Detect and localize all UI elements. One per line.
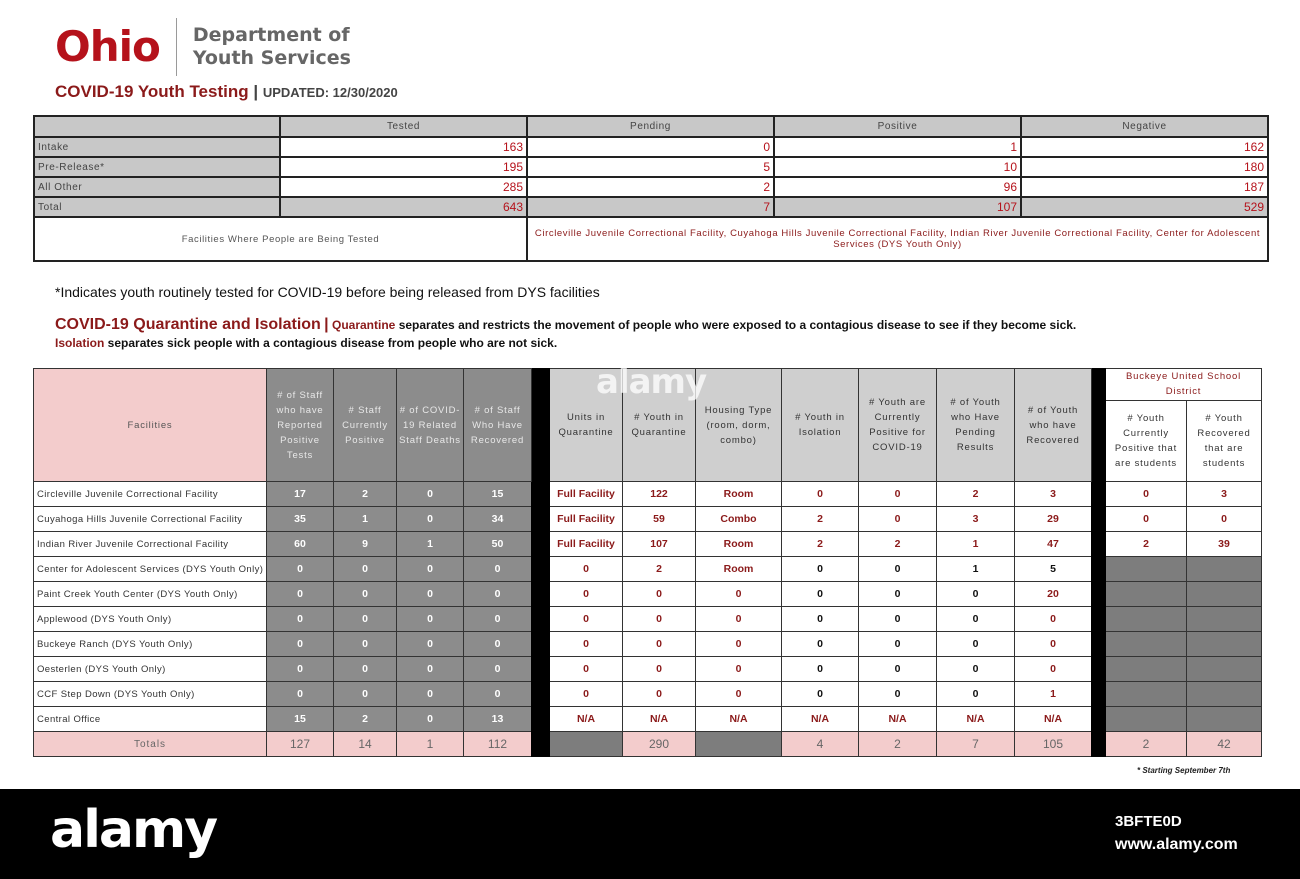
header-facilities: Facilities [34,369,267,482]
cell-staff-positive-tests: 0 [267,607,334,632]
cell-housing-type: Room [696,532,782,557]
cell-staff-recovered: 50 [464,532,532,557]
table-row [34,682,1262,707]
cell-staff-deaths: 0 [397,582,464,607]
cell-housing-type: N/A [696,707,782,732]
header-youth-isolation: # Youth in Isolation [782,369,859,482]
header-buckeye-recovered: # Youth Recovered that are students [1187,400,1262,481]
testing-table [33,115,1269,262]
totals-label: Totals [34,732,267,757]
total-youth-positive: 2 [859,732,937,757]
facility-name: CCF Step Down (DYS Youth Only) [34,682,267,707]
logo-divider [176,18,177,76]
cell-pending: 5 [527,157,774,177]
row-label: Intake [34,137,280,157]
cell-staff-currently-positive: 1 [334,507,397,532]
total-youth-isolation: 4 [782,732,859,757]
cell-housing-type: 0 [696,657,782,682]
total-staff-positive-tests: 127 [267,732,334,757]
cell-staff-positive-tests: 0 [267,657,334,682]
isolation-definition: separates sick people with a contagious disease from people who are not sick. [104,336,558,350]
cell-units-quarantine: 0 [550,557,623,582]
cell-tested: 163 [280,137,527,157]
cell-housing-type: 0 [696,607,782,632]
cell-youth-quarantine: N/A [623,707,696,732]
cell-buckeye-positive: 2 [1106,532,1187,557]
cell-staff-recovered: 34 [464,507,532,532]
image-code: 3BFTE0D [1115,813,1182,830]
facility-name: Central Office [34,707,267,732]
totals-row [34,732,1262,757]
total-buckeye-positive: 2 [1106,732,1187,757]
table-row [34,582,1262,607]
cell-housing-type: Room [696,482,782,507]
cell-staff-positive-tests: 0 [267,682,334,707]
cell-staff-recovered: 0 [464,557,532,582]
cell-buckeye-na [1106,607,1187,632]
cell-youth-recovered: 20 [1015,582,1092,607]
table-row [34,532,1262,557]
cell-youth-isolation: 0 [782,632,859,657]
cell-youth-positive: 2 [859,532,937,557]
updated-date: UPDATED: 12/30/2020 [262,85,398,100]
facility-name: Paint Creek Youth Center (DYS Youth Only) [34,582,267,607]
cell-youth-quarantine: 0 [623,657,696,682]
cell-staff-positive-tests: 0 [267,582,334,607]
cell-staff-recovered: 0 [464,682,532,707]
cell-youth-pending: 2 [937,482,1015,507]
cell-positive: 10 [774,157,1021,177]
alamy-watermark-overlay: alamy [596,362,707,402]
testing-title: COVID-19 Youth Testing [55,82,249,101]
cell-units-quarantine: Full Facility [550,507,623,532]
facility-name: Oesterlen (DYS Youth Only) [34,657,267,682]
cell-youth-positive: 0 [859,682,937,707]
header-pending: Pending [527,116,774,137]
cell-staff-deaths: 0 [397,657,464,682]
cell-youth-quarantine: 122 [623,482,696,507]
cell-staff-deaths: 1 [397,532,464,557]
cell-buckeye-na [1187,557,1262,582]
cell-buckeye-na [1187,607,1262,632]
cell-staff-currently-positive: 0 [334,632,397,657]
cell-units-quarantine: 0 [550,582,623,607]
cell-staff-deaths: 0 [397,607,464,632]
cell-pending: 2 [527,177,774,197]
cell-youth-pending: 0 [937,657,1015,682]
cell-units-quarantine: Full Facility [550,532,623,557]
cell-staff-currently-positive: 2 [334,707,397,732]
cell-buckeye-na [1187,632,1262,657]
cell-youth-quarantine: 0 [623,632,696,657]
cell-housing-type: Room [696,557,782,582]
dept-line-2: Youth Services [192,47,351,69]
total-housing-na [696,732,782,757]
header-staff-recovered: # of Staff Who Have Recovered [464,369,532,482]
cell-youth-quarantine: 0 [623,607,696,632]
cell-youth-pending: 0 [937,632,1015,657]
cell-youth-recovered: 3 [1015,482,1092,507]
table-row [34,507,1262,532]
total-youth-quarantine: 290 [623,732,696,757]
cell-youth-recovered: 1 [1015,682,1092,707]
cell-youth-pending: 0 [937,682,1015,707]
cell-staff-currently-positive: 0 [334,682,397,707]
header-housing-type: Housing Type (room, dorm, combo) [696,369,782,482]
cell-tested: 195 [280,157,527,177]
dept-name [193,24,351,70]
facility-name: Cuyahoga Hills Juvenile Correctional Facility [34,507,267,532]
cell-youth-pending: 1 [937,557,1015,582]
cell-youth-recovered: 47 [1015,532,1092,557]
cell-staff-positive-tests: 35 [267,507,334,532]
cell-staff-recovered: 13 [464,707,532,732]
table-row [34,482,1262,507]
cell-negative: 162 [1021,137,1268,157]
facilities-tested-row [34,217,1268,261]
cell-youth-positive: 0 [859,632,937,657]
cell-youth-isolation: 0 [782,482,859,507]
isolation-word: Isolation [55,336,105,350]
cell-units-quarantine: 0 [550,607,623,632]
cell-youth-recovered: 0 [1015,607,1092,632]
heading-separator: | [253,82,259,101]
cell-youth-quarantine: 0 [623,582,696,607]
total-buckeye-recovered: 42 [1187,732,1262,757]
cell-youth-isolation: 2 [782,532,859,557]
total-row [34,197,1268,217]
ohio-logo-text: Ohio [55,22,160,71]
alamy-logo: alamy [50,800,217,860]
cell-tested: 285 [280,177,527,197]
total-staff-currently-positive: 14 [334,732,397,757]
cell-youth-recovered: 29 [1015,507,1092,532]
cell-staff-positive-tests: 60 [267,532,334,557]
header-positive: Positive [774,116,1021,137]
cell-staff-recovered: 0 [464,632,532,657]
cell-housing-type: 0 [696,682,782,707]
quarantine-separator: | [324,316,329,333]
cell-youth-positive: 0 [859,507,937,532]
cell-staff-currently-positive: 0 [334,557,397,582]
total-units-na [550,732,623,757]
cell-youth-positive: N/A [859,707,937,732]
total-youth-pending: 7 [937,732,1015,757]
cell-youth-isolation: 0 [782,607,859,632]
cell-youth-pending: 1 [937,532,1015,557]
cell-tested: 643 [280,197,527,217]
cell-buckeye-na [1106,557,1187,582]
cell-youth-isolation: 0 [782,682,859,707]
cell-buckeye-positive: 0 [1106,482,1187,507]
column-gap [1092,369,1106,757]
total-staff-recovered: 112 [464,732,532,757]
facilities-tested-list: Circleville Juvenile Correctional Facility, Cuyahoga Hills Juvenile Correctional Facility, Indian River Juvenile Correctional Facility, Center for Adolescent Services (DYS Youth Only) [527,217,1268,261]
cell-units-quarantine: 0 [550,657,623,682]
cell-youth-positive: 0 [859,657,937,682]
cell-youth-quarantine: 2 [623,557,696,582]
table-row [34,177,1268,197]
total-youth-recovered: 105 [1015,732,1092,757]
cell-units-quarantine: 0 [550,632,623,657]
quarantine-heading [55,316,1255,352]
cell-housing-type: 0 [696,632,782,657]
cell-staff-positive-tests: 15 [267,707,334,732]
header-units-quarantine: Units in Quarantine [550,369,623,482]
table-row [34,137,1268,157]
testing-header-blank [34,116,280,137]
cell-housing-type: 0 [696,582,782,607]
cell-negative: 187 [1021,177,1268,197]
cell-staff-deaths: 0 [397,632,464,657]
cell-buckeye-na [1106,657,1187,682]
header-youth-quarantine: # Youth in Quarantine [623,369,696,482]
cell-youth-recovered: N/A [1015,707,1092,732]
cell-units-quarantine: Full Facility [550,482,623,507]
facility-name: Indian River Juvenile Correctional Facility [34,532,267,557]
cell-staff-deaths: 0 [397,557,464,582]
cell-staff-deaths: 0 [397,507,464,532]
cell-pending: 0 [527,137,774,157]
table-row [34,557,1262,582]
header-youth-positive: # Youth are Currently Positive for COVID-19 [859,369,937,482]
row-label: All Other [34,177,280,197]
table-row [34,157,1268,177]
facility-name: Center for Adolescent Services (DYS Youth Only) [34,557,267,582]
header-staff-currently-positive: # Staff Currently Positive [334,369,397,482]
cell-staff-recovered: 15 [464,482,532,507]
cell-positive: 1 [774,137,1021,157]
cell-youth-positive: 0 [859,607,937,632]
cell-youth-quarantine: 0 [623,682,696,707]
cell-staff-positive-tests: 0 [267,557,334,582]
cell-youth-pending: 0 [937,582,1015,607]
quarantine-title: COVID-19 Quarantine and Isolation [55,316,321,333]
cell-buckeye-na [1106,632,1187,657]
cell-youth-isolation: 0 [782,657,859,682]
cell-staff-currently-positive: 0 [334,582,397,607]
cell-units-quarantine: 0 [550,682,623,707]
cell-staff-currently-positive: 9 [334,532,397,557]
cell-staff-positive-tests: 0 [267,632,334,657]
cell-youth-positive: 0 [859,482,937,507]
cell-staff-deaths: 0 [397,707,464,732]
cell-youth-quarantine: 107 [623,532,696,557]
cell-buckeye-na [1187,582,1262,607]
cell-youth-quarantine: 59 [623,507,696,532]
cell-youth-pending: 0 [937,607,1015,632]
header-buckeye-district: Buckeye United School District [1106,369,1262,401]
cell-buckeye-positive: 0 [1106,507,1187,532]
header-staff-positive-tests: # of Staff who have Reported Positive Tests [267,369,334,482]
header-youth-pending: # of Youth who Have Pending Results [937,369,1015,482]
cell-youth-positive: 0 [859,557,937,582]
header-buckeye-positive: # Youth Currently Positive that are students [1106,400,1187,481]
cell-staff-deaths: 0 [397,682,464,707]
cell-youth-pending: N/A [937,707,1015,732]
cell-negative: 529 [1021,197,1268,217]
cell-staff-recovered: 0 [464,657,532,682]
header-youth-recovered: # of Youth who have Recovered [1015,369,1092,482]
cell-staff-currently-positive: 2 [334,482,397,507]
cell-negative: 180 [1021,157,1268,177]
header-tested: Tested [280,116,527,137]
table-row [34,607,1262,632]
total-staff-deaths: 1 [397,732,464,757]
cell-buckeye-na [1106,582,1187,607]
quarantine-word: Quarantine [332,318,396,332]
column-gap [532,369,550,757]
cell-youth-recovered: 5 [1015,557,1092,582]
header-staff-deaths: # of COVID-19 Related Staff Deaths [397,369,464,482]
cell-housing-type: Combo [696,507,782,532]
facility-name: Circleville Juvenile Correctional Facility [34,482,267,507]
cell-youth-recovered: 0 [1015,632,1092,657]
cell-staff-positive-tests: 17 [267,482,334,507]
cell-buckeye-recovered: 39 [1187,532,1262,557]
cell-youth-pending: 3 [937,507,1015,532]
cell-positive: 96 [774,177,1021,197]
cell-staff-currently-positive: 0 [334,607,397,632]
row-label: Pre-Release* [34,157,280,177]
cell-staff-deaths: 0 [397,482,464,507]
table-row [34,657,1262,682]
cell-units-quarantine: N/A [550,707,623,732]
cell-buckeye-na [1106,707,1187,732]
testing-header-row [34,116,1268,137]
table-row [34,632,1262,657]
facility-name: Applewood (DYS Youth Only) [34,607,267,632]
quarantine-table [33,368,1262,757]
cell-staff-recovered: 0 [464,607,532,632]
cell-buckeye-recovered: 3 [1187,482,1262,507]
cell-buckeye-na [1187,682,1262,707]
cell-staff-currently-positive: 0 [334,657,397,682]
testing-heading [55,82,398,102]
cell-youth-isolation: 2 [782,507,859,532]
cell-buckeye-recovered: 0 [1187,507,1262,532]
cell-youth-isolation: 0 [782,557,859,582]
cell-staff-recovered: 0 [464,582,532,607]
quarantine-definition: separates and restricts the movement of people who were exposed to a contagious disease to see if they become sick. [395,318,1077,332]
pre-release-note: *Indicates youth routinely tested for COVID-19 before being released from DYS facilities [55,284,600,300]
cell-youth-positive: 0 [859,582,937,607]
ohio-dys-logo [55,18,351,76]
cell-pending: 7 [527,197,774,217]
cell-youth-recovered: 0 [1015,657,1092,682]
cell-youth-isolation: N/A [782,707,859,732]
cell-buckeye-na [1187,707,1262,732]
september-footnote: * Starting September 7th [1137,766,1231,775]
table-row [34,707,1262,732]
alamy-url: www.alamy.com [1115,836,1238,853]
cell-positive: 107 [774,197,1021,217]
cell-buckeye-na [1106,682,1187,707]
cell-youth-isolation: 0 [782,582,859,607]
facilities-tested-label: Facilities Where People are Being Tested [34,217,527,261]
header-negative: Negative [1021,116,1268,137]
row-label: Total [34,197,280,217]
facility-name: Buckeye Ranch (DYS Youth Only) [34,632,267,657]
cell-buckeye-na [1187,657,1262,682]
dept-line-1: Department of [192,24,350,46]
